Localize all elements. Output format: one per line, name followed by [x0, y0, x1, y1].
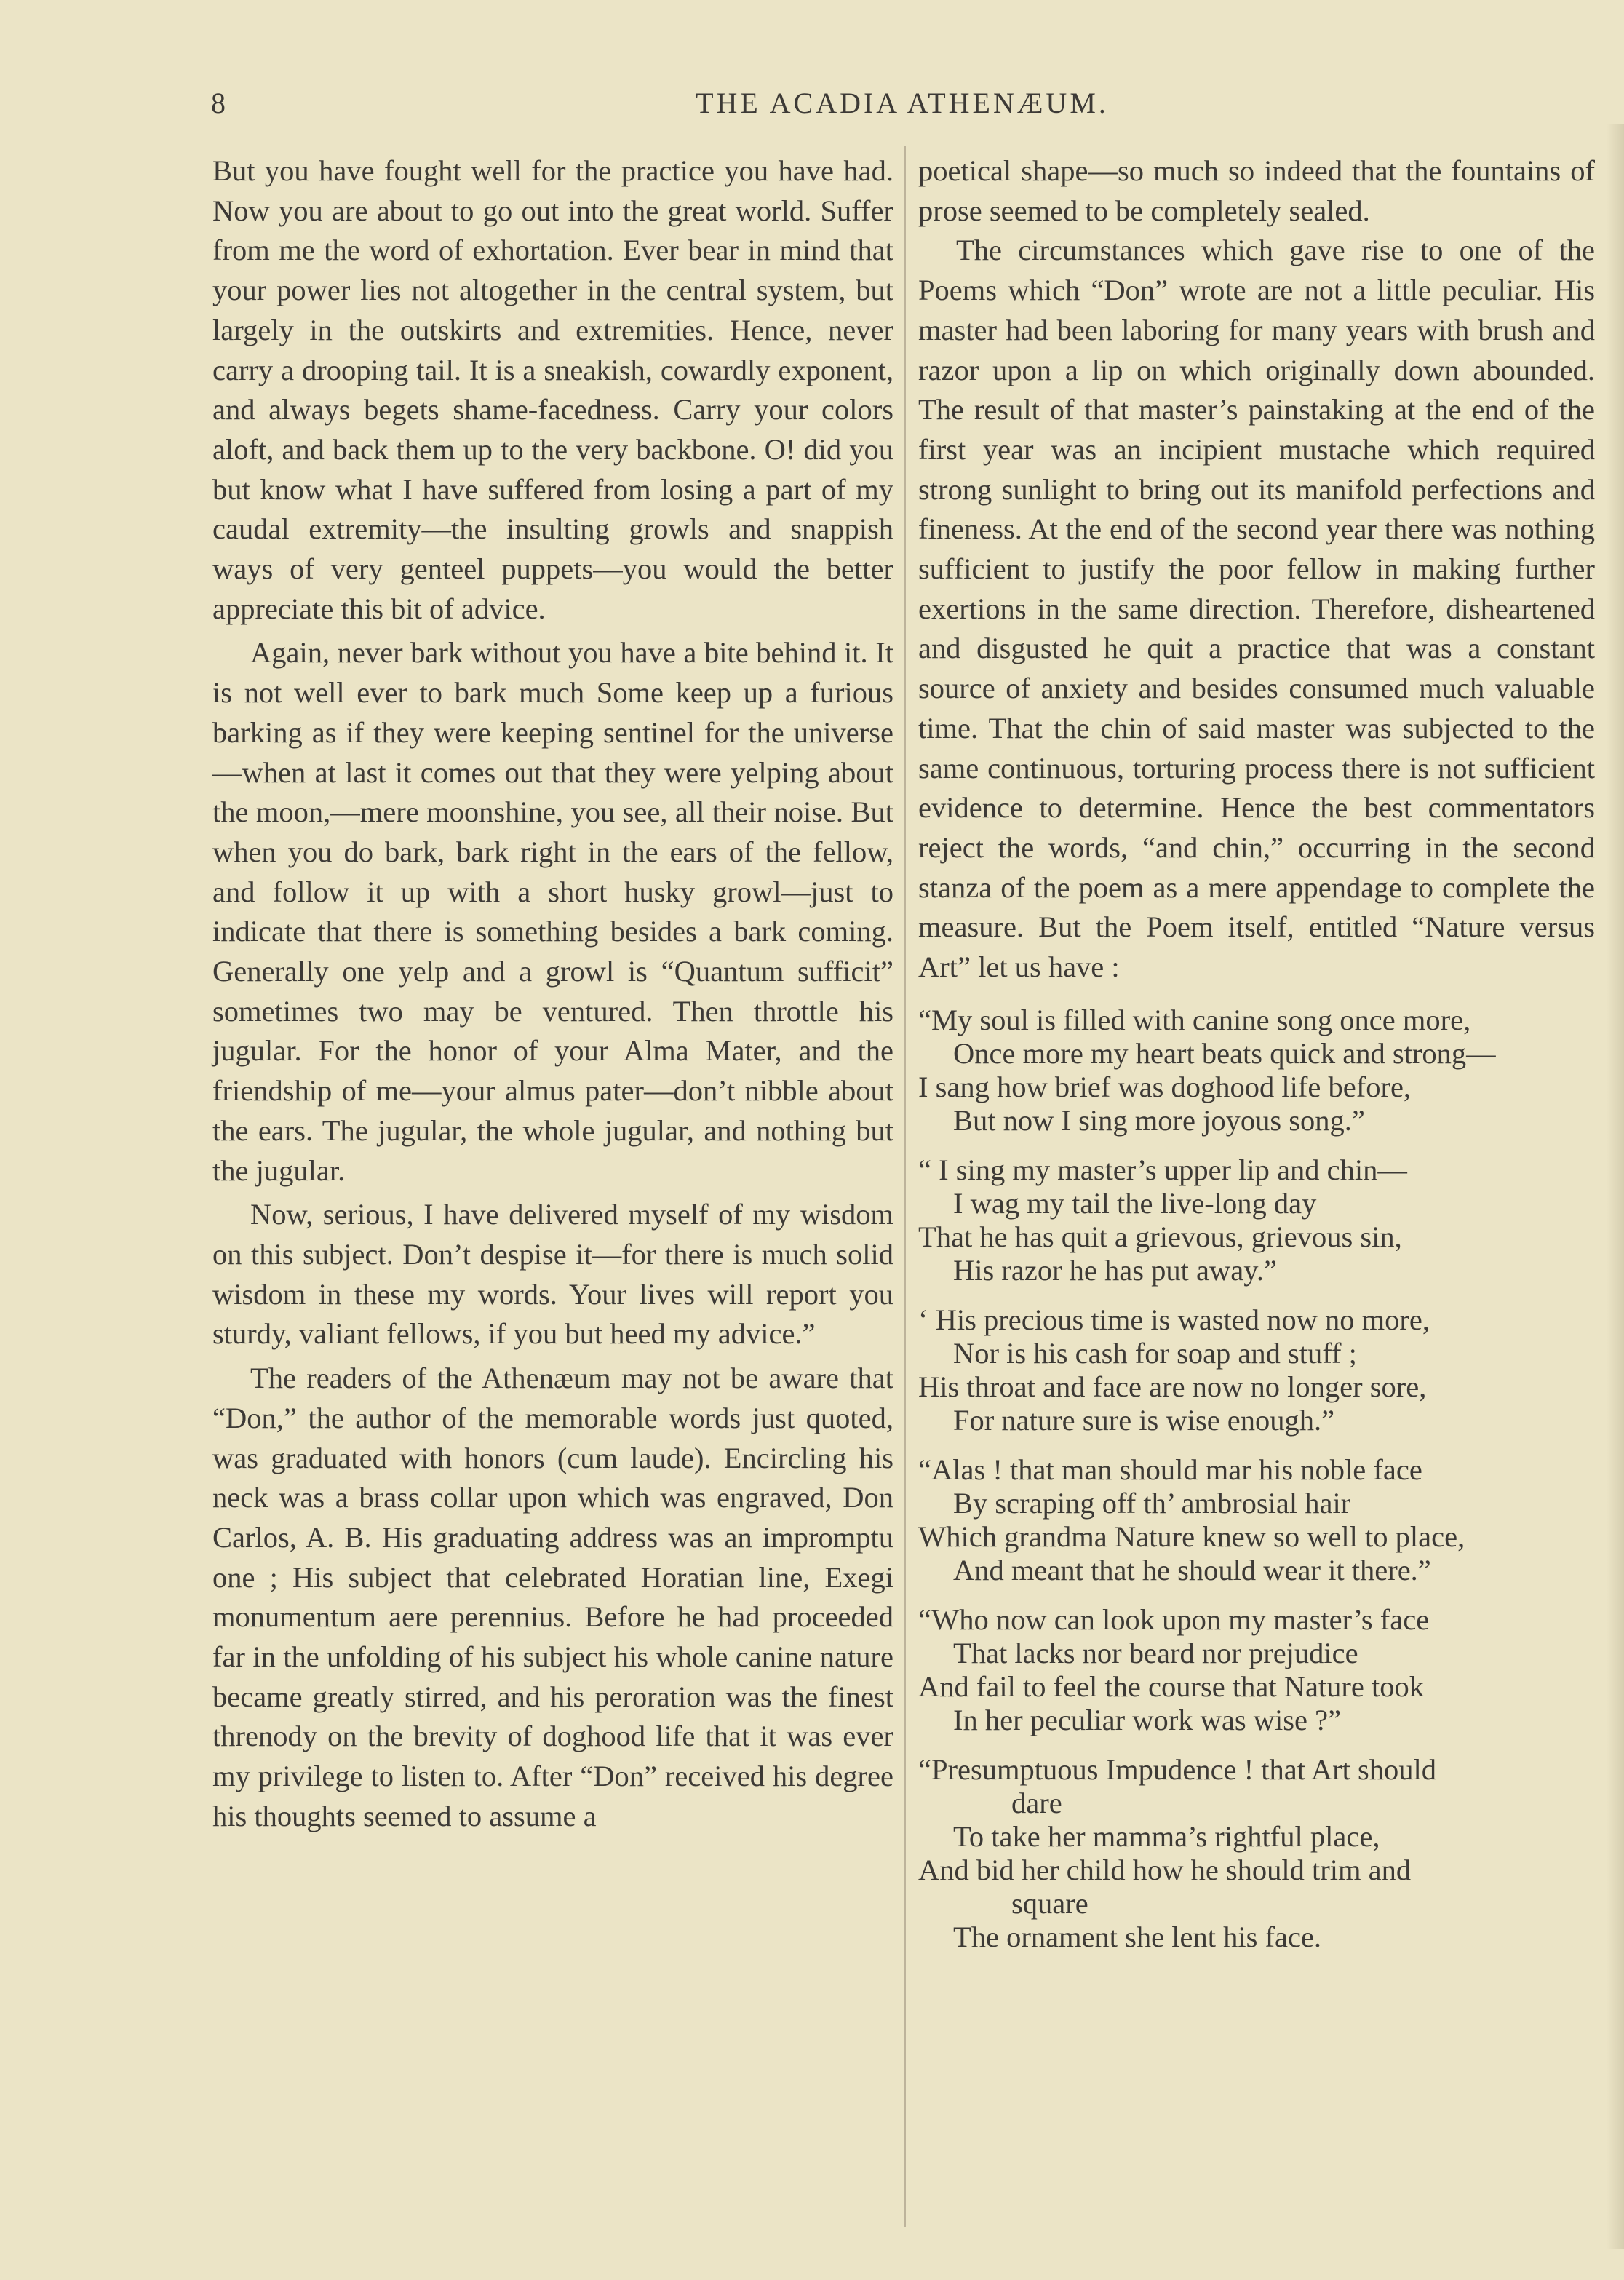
poem-line: “My soul is filled with canine song once more,: [918, 1003, 1471, 1036]
poem-line: That lacks nor beard nor prejudice: [953, 1636, 1358, 1669]
paragraph: But you have fought well for the practice you have had. Now you are about to go out into the great world. Suffer from me the word of exhortation. Ever bear in mind that your power lies not altogether in the central system, but largely in the outskirts and extremities. Hence, never carry a drooping tail. It is a sneakish, cowardly exponent, and always begets shame-facedness. Carry your colors aloft, and back them up to the very backbone. O! did you but know what I have suffered from losing a part of my caudal extremity—the insulting growls and snappish ways of very genteel puppets—you would the better appreciate this bit of advice.: [212, 154, 893, 625]
journal-title: THE ACADIA ATHENÆUM.: [696, 87, 1109, 119]
paragraph: The circumstances which gave rise to one of the Poems which “Don” wrote are not a little peculiar. His master had been laboring for many years with brush and razor upon a lip on which originally down abounded. The result of that master’s painstaking at the end of the first year was an incipient mustache which required strong sunlight to bring out its manifold perfections and fineness. At the end of the second year there was nothing sufficient to justify the poor fellow in making further exertions in the same direction. Therefore, disheartened and disgusted he quit a practice that was a constant source of anxiety and besides consumed much valuable time. That the chin of said master was subjected to the same continuous, torturing process there is not sufficient evidence to determine. Hence the best commentators reject the words, “and chin,” occurring in the second stanza of the poem as a mere appendage to complete the measure. But the Poem itself, entitled “Nature versus Art” let us have :: [918, 234, 1595, 984]
poem-line: dare: [1011, 1786, 1062, 1819]
page-number: 8: [211, 87, 227, 119]
poem-line: I wag my tail the live-long day: [953, 1186, 1317, 1220]
poem-stanza: [918, 1753, 1595, 1954]
poem-line: And bid her child how he should trim and: [918, 1853, 1412, 1886]
poem-line: square: [1011, 1886, 1088, 1920]
left-column: [212, 151, 893, 1837]
paragraph: poetical shape—so much so indeed that the fountains of prose seemed to be completely sealed.: [918, 154, 1595, 227]
poem-line: ‘ His precious time is wasted now no more,: [918, 1303, 1430, 1336]
poem-line: In her peculiar work was wise ?”: [953, 1703, 1342, 1736]
poem-line: And meant that he should wear it there.”: [953, 1553, 1431, 1586]
page-header: [211, 86, 1593, 130]
column-divider: [904, 146, 906, 2227]
poem-line: Once more my heart beats quick and strong—: [953, 1036, 1496, 1070]
poem-line: But now I sing more joyous song.”: [953, 1103, 1365, 1137]
poem-line: For nature sure is wise enough.”: [953, 1403, 1335, 1437]
poem-line: I sang how brief was doghood life before,: [918, 1070, 1412, 1103]
poem-line: By scraping off th’ ambrosial hair: [953, 1486, 1351, 1520]
right-column: [918, 151, 1595, 1954]
page-edge-shadow: [1607, 124, 1624, 2249]
poem-stanza: [918, 1303, 1595, 1437]
poem-line: That he has quit a grievous, grievous sin,: [918, 1220, 1402, 1253]
poem-stanza: [918, 1603, 1595, 1737]
poem-stanza: [918, 1153, 1595, 1287]
poem-stanza: [918, 1453, 1595, 1587]
poem-line: His throat and face are now no longer sore,: [918, 1370, 1427, 1403]
poem-line: To take her mamma’s rightful place,: [953, 1819, 1380, 1853]
poem-line: Nor is his cash for soap and stuff ;: [953, 1336, 1357, 1370]
poem-line: “Alas ! that man should mar his noble face: [918, 1453, 1422, 1486]
paragraph: Now, serious, I have delivered myself of my wisdom on this subject. Don’t despise it—for there is much solid wisdom in these my words. Your lives will report you sturdy, valiant fellows, if you but heed my advice.”: [212, 1198, 893, 1351]
poem-stanza: [918, 1004, 1595, 1137]
paragraph: The readers of the Athenæum may not be aware that “Don,” the author of the memorable words just quoted, was graduated with honors (cum laude). Encircling his neck was a brass collar upon which was engraved, Don Carlos, A. B. His graduating address was an impromptu one ; His subject that celebrated Horatian line, Exegi monumentum aere perennius. Before he had proceeded far in the unfolding of his subject his whole canine nature became greatly stirred, and his peroration was the finest threnody on the brevity of doghood life that it was ever my privilege to listen to. After “Don” received his degree his thoughts seemed to assume a: [212, 1362, 893, 1832]
poem-line: His razor he has put away.”: [953, 1253, 1277, 1287]
poem-line: “ I sing my master’s upper lip and chin—: [918, 1153, 1407, 1186]
poem-line: And fail to feel the course that Nature took: [918, 1669, 1425, 1703]
poem-line: “Who now can look upon my master’s face: [918, 1602, 1430, 1636]
poem-line: “Presumptuous Impudence ! that Art should: [918, 1752, 1437, 1786]
poem-line: The ornament she lent his face.: [953, 1920, 1322, 1953]
paragraph: Again, never bark without you have a bite behind it. It is not well ever to bark much Some keep up a furious barking as if they were keeping sentinel for the universe—when at last it comes out that they were yelping about the moon,—mere moonshine, you see, all their noise. But when you do bark, bark right in the ears of the fellow, and follow it up with a short husky growl—just to indicate that there is something besides a bark coming. Generally one yelp and a growl is “Quantum sufficit” sometimes two may be ventured. Then throttle his jugular. For the honor of your Alma Mater, and the friendship of me—your almus pater—don’t nibble about the ears. The jugular, the whole jugular, and nothing but the jugular.: [212, 636, 893, 1187]
poem-line: Which grandma Nature knew so well to place,: [918, 1520, 1465, 1553]
